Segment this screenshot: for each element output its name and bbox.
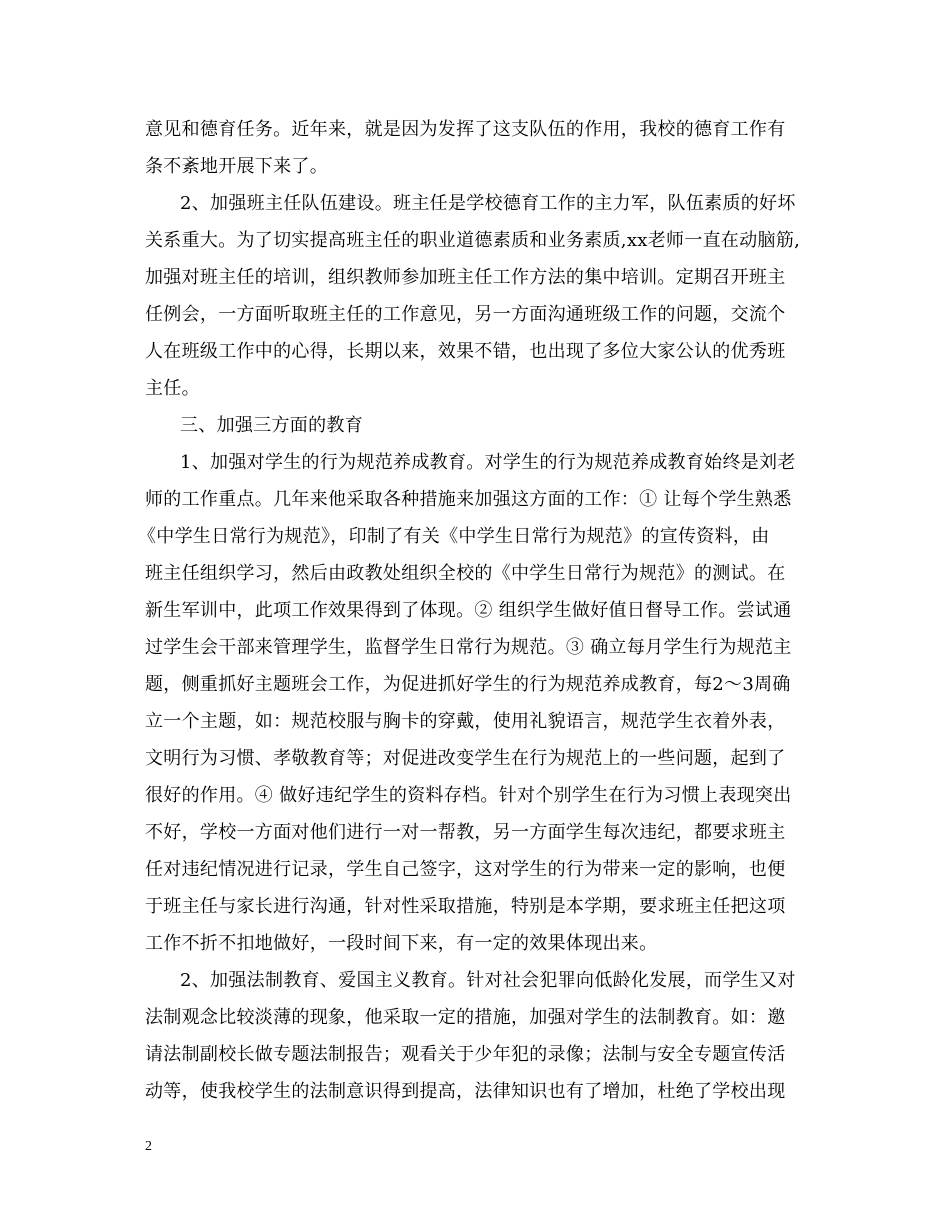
- text-line: 于班主任与家长进行沟通，针对性采取措施，特别是本学期，要求班主任把这项: [145, 896, 786, 917]
- text-line: 条不紊地开展下来了。: [145, 156, 328, 177]
- text-line: 题，侧重抓好主题班会工作，为促进抓好学生的行为规范养成教育，每2～3周确: [145, 674, 791, 695]
- text-line: 意见和德育任务。近年来，就是因为发挥了这支队伍的作用，我校的德育工作有: [145, 119, 786, 140]
- text-line: 文明行为习惯、孝敬教育等；对促进改变学生在行为规范上的一些问题，起到了: [145, 748, 786, 769]
- text-line: 不好，学校一方面对他们进行一对一帮教，另一方面学生每次违纪，都要求班主: [145, 822, 786, 843]
- text-line: 工作不折不扣地做好，一段时间下来，有一定的效果体现出来。: [145, 933, 658, 954]
- text-line: 任对违纪情况进行记录，学生自己签字，这对学生的行为带来一定的影响，也便: [145, 859, 786, 880]
- text-line: 新生军训中，此项工作效果得到了体现。② 组织学生做好值日督导工作。尝试通: [145, 600, 792, 621]
- text-line: 请法制副校长做专题法制报告；观看关于少年犯的录像；法制与安全专题宣传活: [145, 1044, 786, 1065]
- text-line: 师的工作重点。几年来他采取各种措施来加强这方面的工作：① 让每个学生熟悉: [145, 489, 792, 510]
- text-line: 过学生会干部来管理学生，监督学生日常行为规范。③ 确立每月学生行为规范主: [145, 637, 792, 658]
- text-line: 班主任组织学习，然后由政教处组织全校的《中学生日常行为规范》的测试。在: [145, 563, 786, 584]
- text-line: 主任。: [145, 378, 200, 399]
- text-line: 2、加强班主任队伍建设。班主任是学校德育工作的主力军，队伍素质的好坏: [180, 193, 796, 214]
- text-line: 很好的作用。④ 做好违纪学生的资料存档。针对个别学生在行为习惯上表现突出: [145, 785, 792, 806]
- text-line: 关系重大。为了切实提高班主任的职业道德素质和业务素质,xx老师一直在动脑筋,: [145, 230, 801, 251]
- text-line: 法制观念比较淡薄的现象，他采取一定的措施，加强对学生的法制教育。如：邀: [145, 1007, 786, 1028]
- page-number: 2: [145, 1139, 152, 1154]
- section-heading: 三、加强三方面的教育: [180, 415, 363, 436]
- text-line: 2、加强法制教育、爱国主义教育。针对社会犯罪向低龄化发展，而学生又对: [180, 970, 796, 991]
- text-line: 立一个主题，如：规范校服与胸卡的穿戴，使用礼貌语言，规范学生衣着外表，: [145, 711, 786, 732]
- text-line: 加强对班主任的培训，组织教师参加班主任工作方法的集中培训。定期召开班主: [145, 267, 786, 288]
- text-line: 1、加强对学生的行为规范养成教育。对学生的行为规范养成教育始终是刘老: [180, 452, 796, 473]
- text-line: 人在班级工作中的心得，长期以来，效果不错，也出现了多位大家公认的优秀班: [145, 341, 786, 362]
- text-line: 动等，使我校学生的法制意识得到提高，法律知识也有了增加，杜绝了学校出现: [145, 1081, 786, 1102]
- text-line: 《中学生日常行为规范》，印制了有关《中学生日常行为规范》的宣传资料，由: [138, 526, 770, 547]
- text-line: 任例会，一方面听取班主任的工作意见，另一方面沟通班级工作的问题，交流个: [145, 304, 786, 325]
